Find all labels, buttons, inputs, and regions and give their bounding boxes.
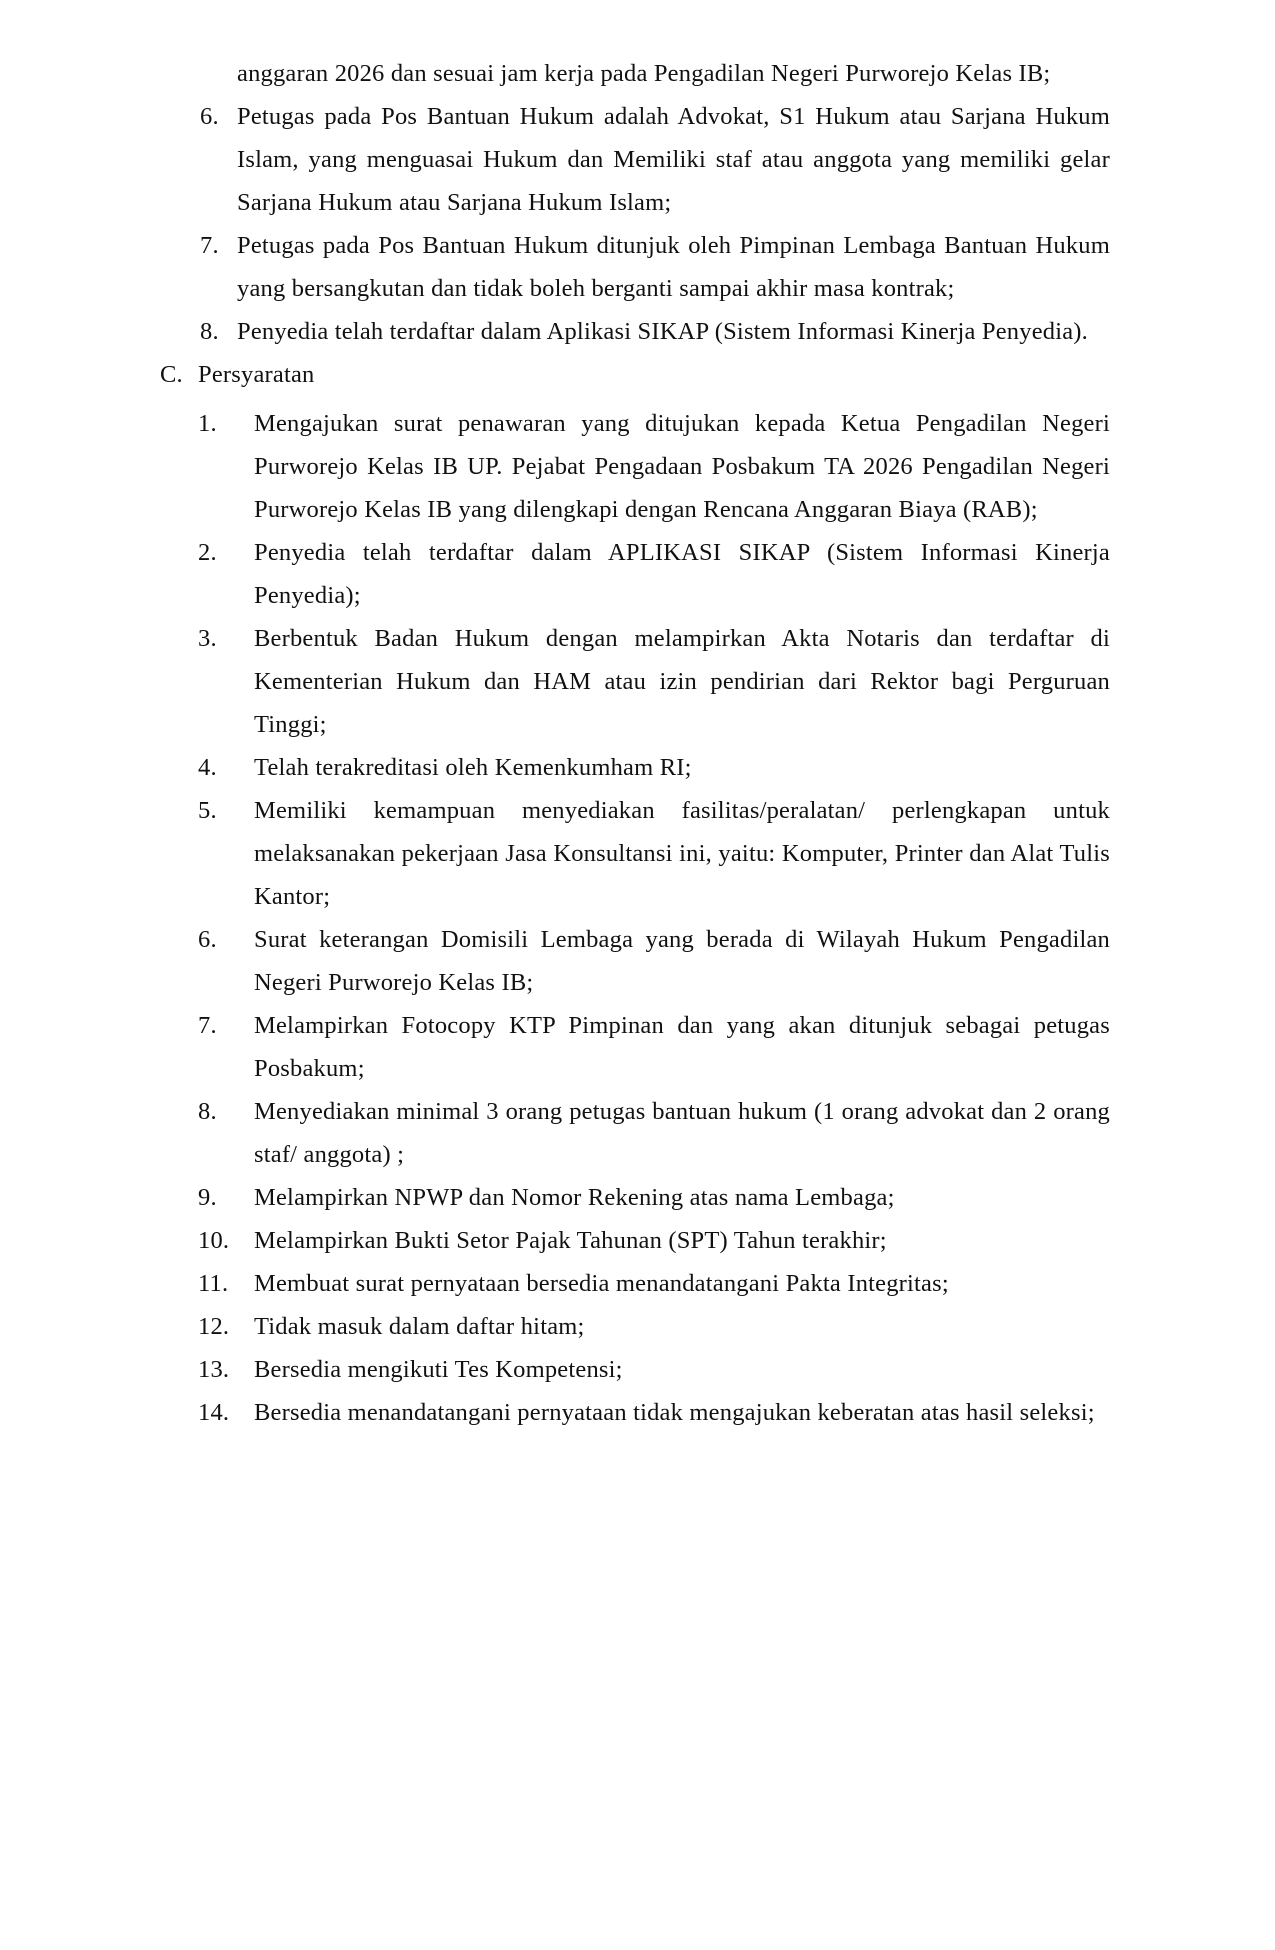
list-item: [198, 617, 1110, 746]
list-item-number: 5.: [198, 797, 217, 824]
section-title: Persyaratan: [198, 361, 315, 388]
list-item-text: Memiliki kemampuan menyediakan fasilitas/peralatan/ perlengkapan untuk melaksanakan pekerjaan Jasa Konsultansi ini, yaitu: Komputer, Printer dan Alat Tulis Kantor;: [254, 797, 1110, 910]
list-item-number: 6.: [198, 926, 217, 953]
list-item-number: 7.: [198, 1012, 217, 1039]
list-item-number: 11.: [198, 1270, 229, 1297]
list-item: [198, 1391, 1110, 1434]
requirements-list: [160, 402, 1110, 1434]
list-item-number: 10.: [198, 1227, 230, 1254]
list-item-text: Melampirkan Fotocopy KTP Pimpinan dan yang akan ditunjuk sebagai petugas Posbakum;: [254, 1012, 1110, 1082]
list-item-text: Bersedia mengikuti Tes Kompetensi;: [254, 1356, 623, 1383]
list-item: [200, 95, 1110, 224]
list-item-text: Berbentuk Badan Hukum dengan melampirkan Akta Notaris dan terdaftar di Kementerian Hukum dan HAM atau izin pendirian dari Rektor bagi Perguruan Tinggi;: [254, 625, 1110, 738]
list-item-text: Penyedia telah terdaftar dalam APLIKASI SIKAP (Sistem Informasi Kinerja Penyedia);: [254, 539, 1110, 609]
list-item-text: Tidak masuk dalam daftar hitam;: [254, 1313, 585, 1340]
list-item-text: Penyedia telah terdaftar dalam Aplikasi SIKAP (Sistem Informasi Kinerja Penyedia).: [237, 318, 1088, 345]
list-item-number: 13.: [198, 1356, 230, 1383]
list-item: [198, 1004, 1110, 1090]
list-item: [198, 1219, 1110, 1262]
list-item: [198, 531, 1110, 617]
list-item-text: Menyediakan minimal 3 orang petugas bantuan hukum (1 orang advokat dan 2 orang staf/ anggota) ;: [254, 1098, 1110, 1168]
list-item-number: 8.: [198, 1098, 217, 1125]
section-letter: C.: [160, 361, 183, 388]
list-item-number: 6.: [200, 103, 219, 130]
list-item: [198, 789, 1110, 918]
list-item: [198, 402, 1110, 531]
list-item-number: 12.: [198, 1313, 230, 1340]
list-item: [198, 1176, 1110, 1219]
list-item: [198, 1305, 1110, 1348]
list-item-number: 14.: [198, 1399, 230, 1426]
list-item-number: 3.: [198, 625, 217, 652]
list-item-number: 2.: [198, 539, 217, 566]
list-item-text: Surat keterangan Domisili Lembaga yang berada di Wilayah Hukum Pengadilan Negeri Purworejo Kelas IB;: [254, 926, 1110, 996]
list-item-text: Melampirkan Bukti Setor Pajak Tahunan (SPT) Tahun terakhir;: [254, 1227, 887, 1254]
list-item-text: Mengajukan surat penawaran yang ditujukan kepada Ketua Pengadilan Negeri Purworejo Kelas IB UP. Pejabat Pengadaan Posbakum TA 2026 Pengadilan Negeri Purworejo Kelas IB yang dilengkapi dengan Rencana Anggaran Biaya (RAB);: [254, 410, 1110, 523]
list-item: [198, 1262, 1110, 1305]
list-item-text: Bersedia menandatangani pernyataan tidak mengajukan keberatan atas hasil seleksi;: [254, 1399, 1095, 1426]
list-item-text: Petugas pada Pos Bantuan Hukum adalah Advokat, S1 Hukum atau Sarjana Hukum Islam, yang menguasai Hukum dan Memiliki staf atau anggota yang memiliki gelar Sarjana Hukum atau Sarjana Hukum Islam;: [237, 103, 1110, 216]
previous-numbered-list: [160, 95, 1110, 353]
list-item: [200, 224, 1110, 310]
list-item: [198, 1090, 1110, 1176]
section-heading-persyaratan: [160, 353, 1110, 396]
list-item-number: 4.: [198, 754, 217, 781]
document-body: [160, 52, 1110, 1434]
list-item: [198, 918, 1110, 1004]
list-item-number: 1.: [198, 410, 217, 437]
list-item-text: Petugas pada Pos Bantuan Hukum ditunjuk oleh Pimpinan Lembaga Bantuan Hukum yang bersangkutan dan tidak boleh berganti sampai akhir masa kontrak;: [237, 232, 1110, 302]
list-item-text: Membuat surat pernyataan bersedia menandatangani Pakta Integritas;: [254, 1270, 949, 1297]
list-item: [198, 746, 1110, 789]
list-item: [200, 310, 1110, 353]
list-item-text: Melampirkan NPWP dan Nomor Rekening atas nama Lembaga;: [254, 1184, 895, 1211]
list-item: [198, 1348, 1110, 1391]
list-item-text: Telah terakreditasi oleh Kemenkumham RI;: [254, 754, 692, 781]
list-item-number: 7.: [200, 232, 219, 259]
continuation-paragraph: anggaran 2026 dan sesuai jam kerja pada Pengadilan Negeri Purworejo Kelas IB;: [237, 60, 1051, 87]
list-item-number: 8.: [200, 318, 219, 345]
list-item-number: 9.: [198, 1184, 217, 1211]
